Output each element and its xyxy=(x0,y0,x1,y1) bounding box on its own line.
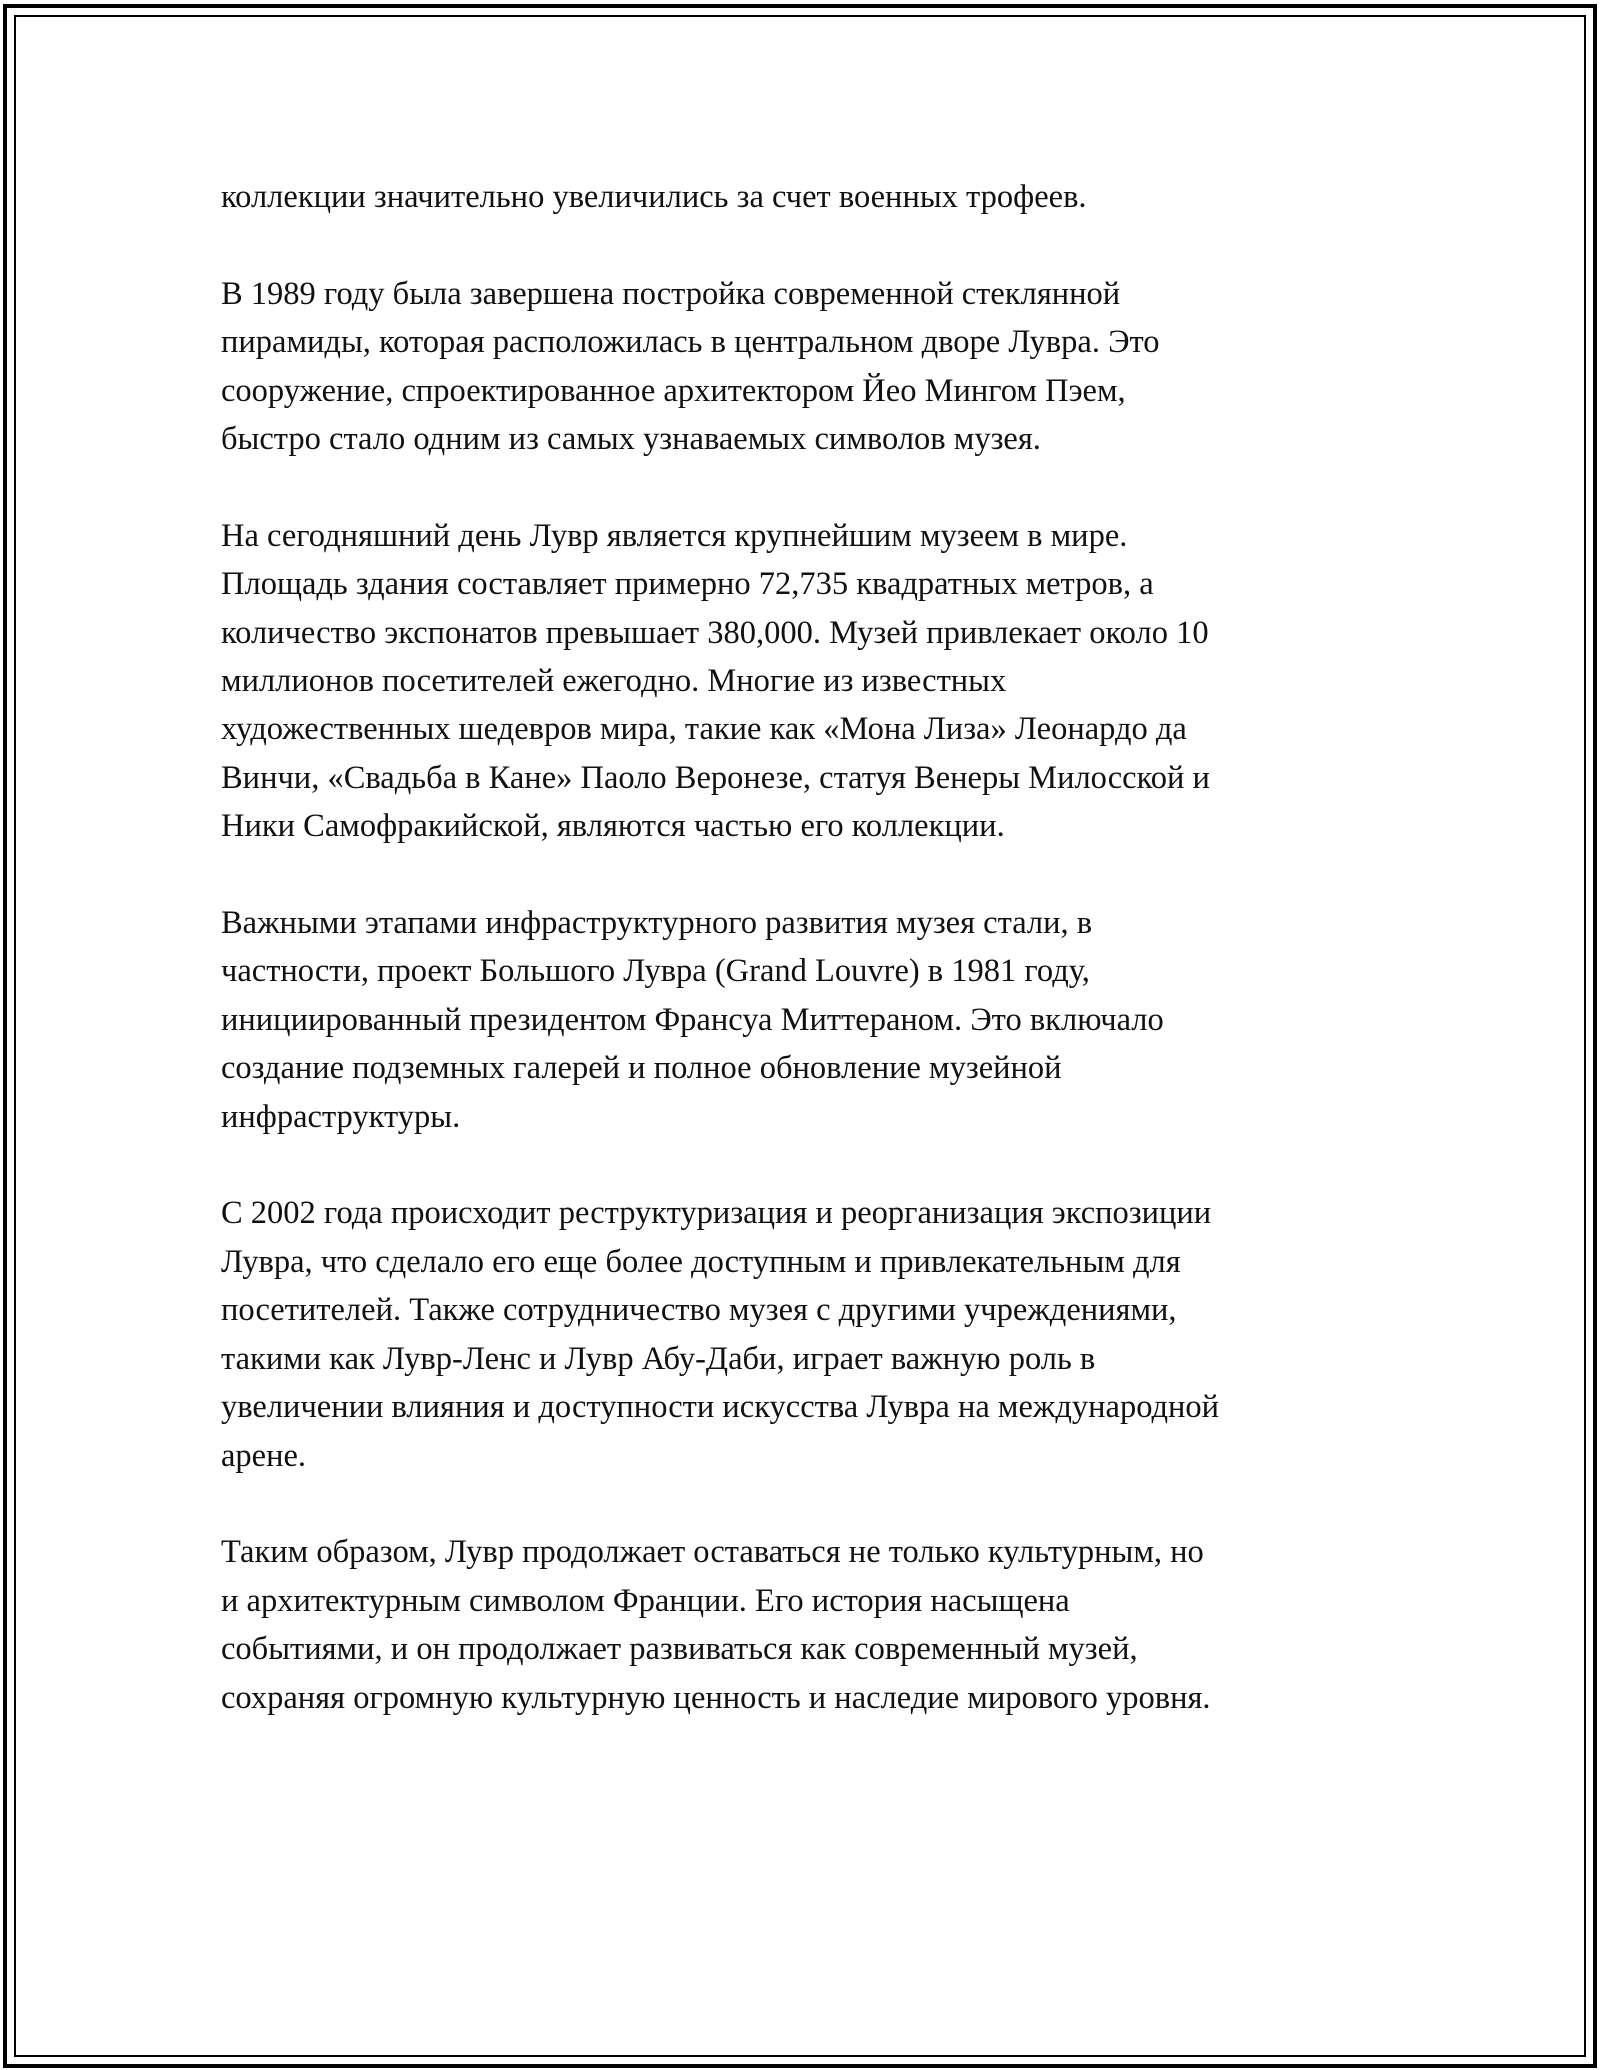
text-line: сооружение, спроектированное архитектором Йео Мингом Пэем, xyxy=(221,372,1126,409)
paragraph xyxy=(221,512,1401,851)
text-line: На сегодняшний день Лувр является крупнейшим музеем в мире. xyxy=(221,517,1128,554)
text-line: инфраструктуры. xyxy=(221,1098,461,1135)
text-line: С 2002 года происходит реструктуризация и реорганизация экспозиции xyxy=(221,1195,1212,1232)
text-line: инициированный президентом Франсуа Миттераном. Это включало xyxy=(221,1001,1164,1038)
text-line: Важными этапами инфраструктурного развития музея стали, в xyxy=(221,905,1093,942)
text-line: В 1989 году была завершена постройка современной стеклянной xyxy=(221,275,1121,312)
text-line: Таким образом, Лувр продолжает оставаться не только культурным, но xyxy=(221,1534,1204,1571)
text-line: такими как Лувр-Ленс и Лувр Абу-Даби, играет важную роль в xyxy=(221,1340,1096,1377)
text-line: арене. xyxy=(221,1437,307,1474)
document-body xyxy=(221,173,1401,1722)
paragraph xyxy=(221,173,1401,221)
text-line: Площадь здания составляет примерно 72,735 квадратных метров, а xyxy=(221,566,1154,603)
text-line: увеличении влияния и доступности искусства Лувра на международной xyxy=(221,1389,1220,1426)
text-line: сохраняя огромную культурную ценность и наследие мирового уровня. xyxy=(221,1679,1211,1716)
text-line: событиями, и он продолжает развиваться как современный музей, xyxy=(221,1631,1138,1668)
text-line: создание подземных галерей и полное обновление музейной xyxy=(221,1050,1062,1087)
paragraph xyxy=(221,1528,1401,1722)
text-line: Лувра, что сделало его еще более доступным и привлекательным для xyxy=(221,1243,1181,1280)
text-line: пирамиды, которая расположилась в центральном дворе Лувра. Это xyxy=(221,324,1160,361)
paragraph xyxy=(221,270,1401,464)
text-line: и архитектурным символом Франции. Его история насыщена xyxy=(221,1582,1070,1619)
text-line: частности, проект Большого Лувра (Grand Louvre) в 1981 году, xyxy=(221,953,1090,990)
paragraph xyxy=(221,899,1401,1141)
text-line: Винчи, «Свадьба в Кане» Паоло Веронезе, статуя Венеры Милосской и xyxy=(221,759,1210,796)
text-line: быстро стало одним из самых узнаваемых символов музея. xyxy=(221,421,1041,458)
text-line: Ники Самофракийской, являются частью его коллекции. xyxy=(221,808,1005,845)
text-line: количество экспонатов превышает 380,000. Музей привлекает около 10 xyxy=(221,614,1209,651)
text-line: посетителей. Также сотрудничество музея с другими учреждениями, xyxy=(221,1292,1177,1329)
text-line: художественных шедевров мира, такие как «Мона Лиза» Леонардо да xyxy=(221,711,1187,748)
paragraph xyxy=(221,1189,1401,1479)
text-line: коллекции значительно увеличились за счет военных трофеев. xyxy=(221,179,1087,215)
text-line: миллионов посетителей ежегодно. Многие из известных xyxy=(221,663,1007,700)
